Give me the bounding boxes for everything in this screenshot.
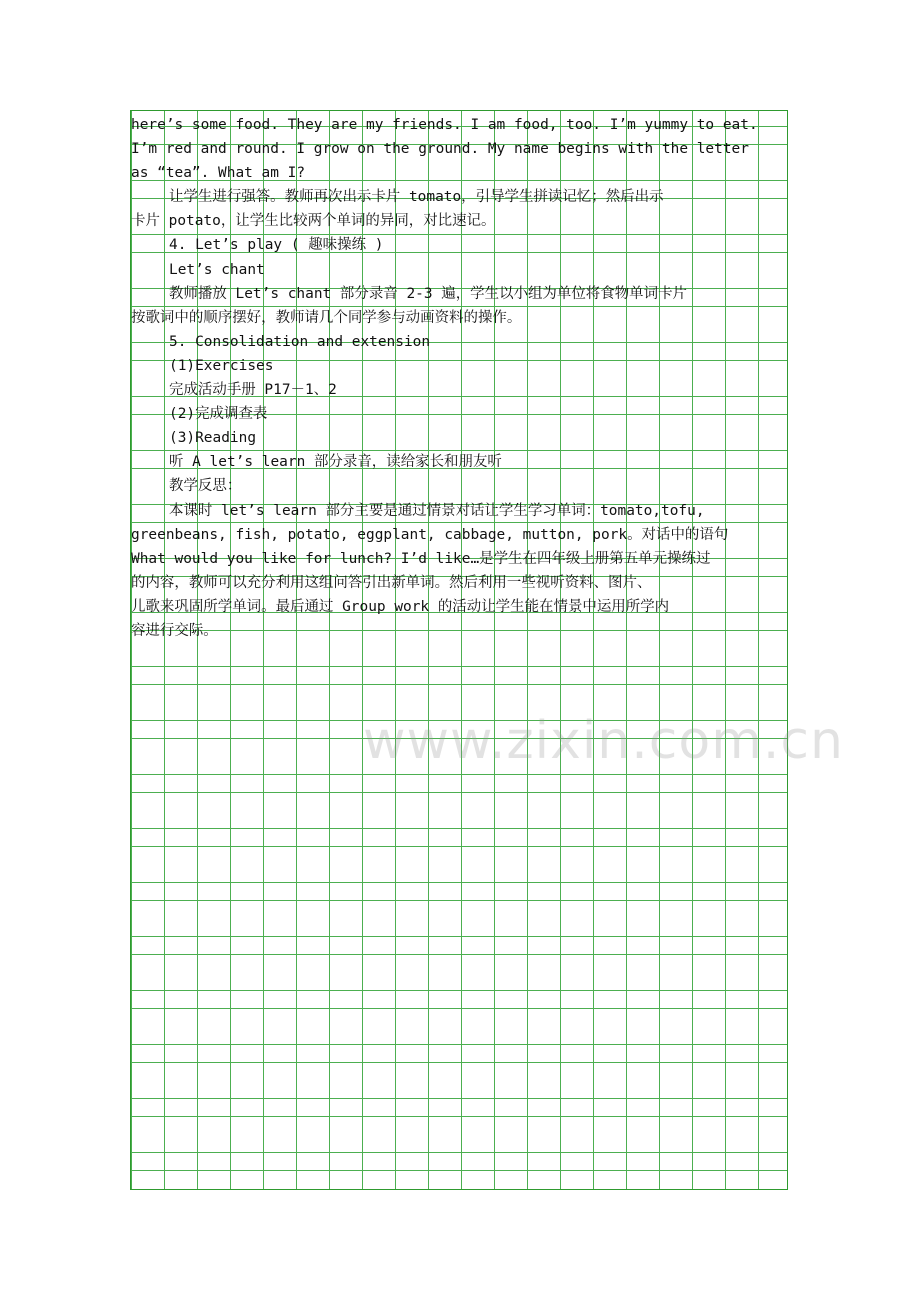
text-line: 儿歌来巩固所学单词。最后通过 Group work 的活动让学生能在情景中运用所学内 — [131, 598, 670, 615]
watermark: www.zixin.com.cn — [363, 711, 844, 771]
text-line: 按歌词中的顺序摆好，教师请几个同学参与动画资料的操作。 — [131, 309, 522, 326]
text-line: 教师播放 Let’s chant 部分录音 2-3 遍，学生以小组为单位将食物单词卡片 — [169, 285, 687, 302]
text-line: 的内容，教师可以充分利用这组问答引出新单词。然后利用一些视听资料、图片、 — [131, 574, 652, 591]
section-heading: 4. Let’s play ( 趣味操练 ) — [169, 237, 384, 254]
text-line: 容进行交际。 — [131, 622, 218, 639]
text-line: 完成活动手册 P17－1、2 — [169, 382, 337, 399]
text-line: greenbeans, fish, potato, eggplant, cabbage, mutton, pork。对话中的语句 — [131, 526, 729, 543]
text-line: (1)Exercises — [169, 357, 274, 374]
text-line: What would you like for lunch? I’d like…是学生在四年级上册第五单元操练过 — [131, 550, 711, 567]
text-line: (2)完成调查表 — [169, 406, 268, 423]
text-line: I’m red and round. I grow on the ground. My name begins with the letter — [131, 141, 749, 158]
section-heading: 教学反思： — [169, 478, 242, 495]
text-line: 让学生进行强答。教师再次出示卡片 tomato，引导学生拼读记忆；然后出示 — [169, 189, 664, 206]
text-line: Let’s chant — [169, 261, 265, 278]
grid-paper-page — [130, 110, 844, 1190]
text-line: 听 A let’s learn 部分录音，读给家长和朋友听 — [169, 454, 502, 471]
text-line: here’s some food. They are my friends. I am food, too. I’m yummy to eat. — [131, 117, 758, 133]
text-line: 卡片 potato，让学生比较两个单词的异同，对比速记。 — [131, 213, 496, 230]
text-line: 本课时 let’s learn 部分主要是通过情景对话让学生学习单词：tomato,tofu, — [169, 502, 705, 519]
text-line: as “tea”. What am I? — [131, 165, 306, 182]
text-line: (3)Reading — [169, 430, 257, 447]
document-body — [131, 113, 787, 643]
section-heading: 5. Consolidation and extension — [169, 333, 431, 350]
